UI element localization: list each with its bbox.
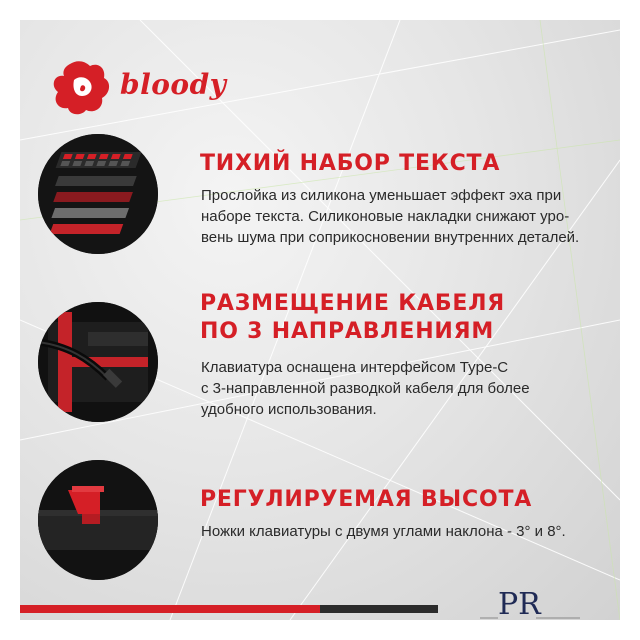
feature-desc-line: наборе текста. Силиконовые накладки снижают уро-	[201, 208, 570, 225]
feature-title-quiet-typing: ТИХИЙ НАБОР ТЕКСТА	[200, 151, 501, 176]
logo-text: bloody	[120, 68, 227, 101]
feature-title-cable-routing-line-2: ПО 3 НАПРАВЛЕНИЯМ	[200, 319, 495, 344]
feature-desc-line: с 3-направленной разводкой кабеля для более	[201, 380, 530, 397]
cable-routing-icon	[38, 302, 158, 422]
background-panel	[20, 20, 620, 620]
corner-mark-text: PR	[498, 587, 541, 622]
feature-desc-line: вень шума при соприкосновении внутренних деталей.	[201, 229, 580, 246]
bloody-hand-icon	[48, 58, 118, 118]
feature-desc-line: Клавиатура оснащена интерфейсом Type-C	[201, 359, 509, 376]
feature-title-cable-routing-line-1: РАЗМЕЩЕНИЕ КАБЕЛЯ	[200, 291, 506, 316]
bottom-accent-bar-dark	[320, 605, 438, 613]
bottom-accent-bar-red	[20, 605, 320, 613]
feature-title-adjustable-height: РЕГУЛИРУЕМАЯ ВЫСОТА	[200, 487, 533, 512]
feature-desc-line: Ножки клавиатуры с двумя углами наклона - 3° и 8°.	[201, 523, 566, 540]
feature-desc-line: удобного использования.	[201, 401, 377, 418]
feature-image-keyboard-layers	[38, 134, 158, 254]
feature-image-adjustable-feet	[38, 460, 158, 580]
keyboard-layers-icon	[38, 134, 158, 254]
pr-monogram-logo	[470, 582, 590, 622]
bloody-logo	[48, 58, 227, 128]
adjustable-feet-icon	[38, 460, 158, 580]
feature-image-cable-routing	[38, 302, 158, 422]
feature-desc-line: Прослойка из силикона уменьшает эффект эха при	[201, 187, 562, 204]
